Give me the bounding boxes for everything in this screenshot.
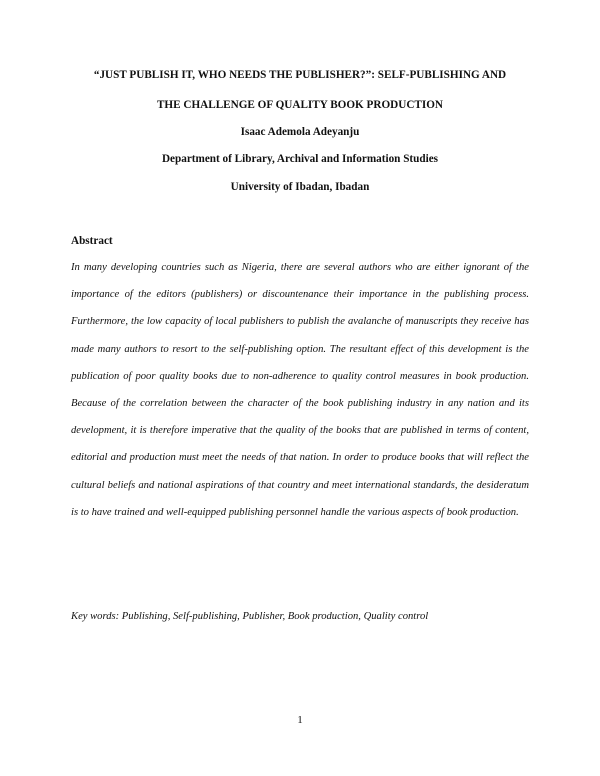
keywords-line: Key words: Publishing, Self-publishing, Publisher, Book production, Quality control (71, 611, 429, 622)
author-university: University of Ibadan, Ibadan (230, 181, 370, 193)
paper-title-line-1: “JUST PUBLISH IT, WHO NEEDS THE PUBLISHER?”: SELF-PUBLISHING AND (93, 69, 507, 81)
author-name: Isaac Ademola Adeyanju (240, 126, 360, 138)
paper-title-line-2: THE CHALLENGE OF QUALITY BOOK PRODUCTION (156, 99, 444, 111)
page-number: 1 (297, 714, 303, 726)
abstract-body: In many developing countries such as Nigeria, there are several authors who are either ignorant of the importance of the editors (publishers) or discountenance their importance in the publishing process. Furthermore, the low capacity of local publishers to publish the avalanche of manuscripts they receive has made many authors to resort to the self-publishing option. The resultant effect of this development is the publication of poor quality books due to non-adherence to quality control measures in book production. Because of the correlation between the character of the book publishing industry in any nation and its development, it is therefore imperative that the quality of the books that are published in terms of content, editorial and production must meet the needs of that nation. In order to produce books that will reflect the cultural beliefs and national aspirations of that country and meet international standards, the desideratum is to have trained and well-equipped publishing personnel handle the various aspects of book production. (71, 262, 529, 518)
author-department: Department of Library, Archival and Information Studies (161, 153, 439, 165)
abstract-heading: Abstract (71, 235, 113, 247)
